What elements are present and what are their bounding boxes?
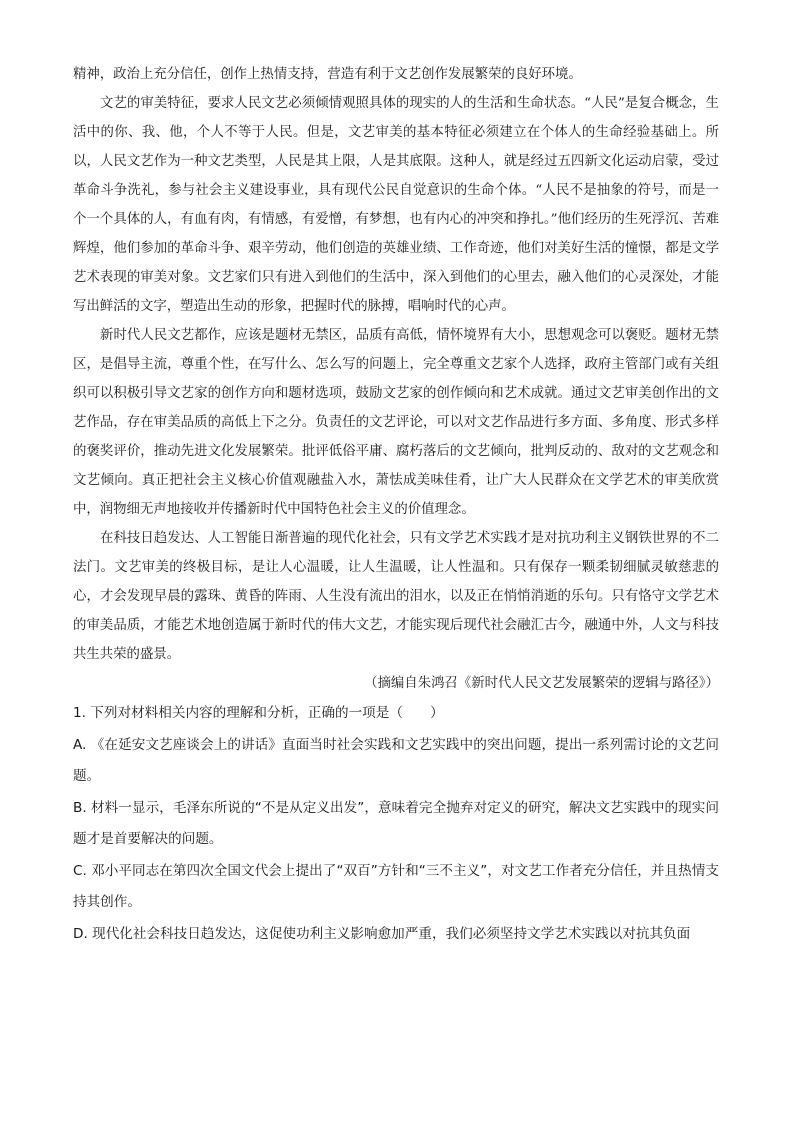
paragraph-technology-society: 在科技日趋发达、人工智能日渐普遍的现代化社会，只有文学艺术实践才是对抗功利主义钢铁世界的不二法门。文艺审美的终极目标，是让人心温暖，让人生温暖，让人性温和。只有保存一颗柔韧细腻灵敏慈悲的心，才会发现早晨的露珠、黄昏的阵雨、人生没有流出的泪水，以及正在悄悄消逝的乐句。只有恪守文学艺术的审美品质，才能艺术地创造属于新时代的伟大文艺，才能实现后现代社会融汇古今，融通中外，人文与科技共生共荣的盛景。 xyxy=(73,531,719,662)
document-page xyxy=(73,60,719,950)
paragraph-continued: 精神，政治上充分信任，创作上热情支持，营造有利于文艺创作发展繁荣的良好环境。 xyxy=(73,67,582,82)
option-d[interactable]: D. 现代化社会科技日趋发达，这促使功利主义影响愈加严重，我们必须坚持文学艺术实践以对抗其负面 xyxy=(73,925,691,942)
paragraph-aesthetic-features: 文艺的审美特征，要求人民文艺必须倾情观照具体的现实的人的生活和生命状态。“人民”是复合概念，生活中的你、我、他，个人不等于人民。但是，文艺审美的基本特征必须建立在个体人的生命经验基础上。所以，人民文艺作为一种文艺类型，人民是其上限，人是其底限。这种人，就是经过五四新文化运动启蒙，受过革命斗争洗礼，参与社会主义建设事业，具有现代公民自觉意识的生命个体。“人民不是抽象的符号，而是一个一个具体的人，有血有肉，有情感，有爱憎，有梦想，也有内心的冲突和挣扎。”他们经历的生死浮沉、苦难辉煌，他们参加的革命斗争、艰辛劳动，他们创造的英雄业绩、工作奇迹，他们对美好生活的憧憬，都是文学艺术表现的审美对象。文艺家们只有进入到他们的生活中，深入到他们的心里去，融入他们的心灵深处，才能写出鲜活的文字，塑造出生动的形象，把握时代的脉搏，唱响时代的心声。 xyxy=(73,96,719,314)
option-b[interactable]: B. 材料一显示，毛泽东所说的“不是从定义出发”，意味着完全抛弃对定义的研究，解决文艺实践中的现实问题才是首要解决的问题。 xyxy=(73,799,719,847)
paragraph-creation-subjects: 新时代人民文艺都作，应该是题材无禁区，品质有高低，情怀境界有大小，思想观念可以褒贬。题材无禁区，是倡导主流，尊重个性，在写什么、怎么写的问题上，完全尊重文艺家个人选择，政府主管部门或有关组织可以积极引导文艺家的创作方向和题材选项，鼓励文艺家的创作倾向和艺术成就。通过文艺审美创作出的文艺作品，存在审美品质的高低上下之分。负责任的文艺评论，可以对文艺作品进行多方面、多角度、形式多样的褒奖评价，推动先进文化发展繁荣。批评低俗平庸、腐朽落后的文艺倾向，批判反动的、敌对的文艺观念和文艺倾向。真正把社会主义核心价值观融盐入水，萧怯成美味佳肴，让广大人民群众在文学艺术的审美欣赏中，润物细无声地接收并传播新时代中国特色社会主义的价值理念。 xyxy=(73,328,719,517)
article-text xyxy=(73,60,719,669)
question-block xyxy=(73,698,719,950)
option-a[interactable]: A. 《在延安文艺座谈会上的讲话》直面当时社会实践和文艺实践中的突出问题，提出一系列需讨论的文艺问题。 xyxy=(73,736,719,784)
option-c[interactable]: C. 邓小平同志在第四次全国文代会上提出了“双百”方针和“三不主义”，对文艺工作者充分信任，并且热情支持其创作。 xyxy=(73,862,719,910)
question-stem: 1. 下列对材料相关内容的理解和分析，正确的一项是（ ） xyxy=(73,705,444,721)
article-source: （摘编自朱鸿召《新时代人民文艺发展繁荣的逻辑与路径》） xyxy=(364,676,719,691)
